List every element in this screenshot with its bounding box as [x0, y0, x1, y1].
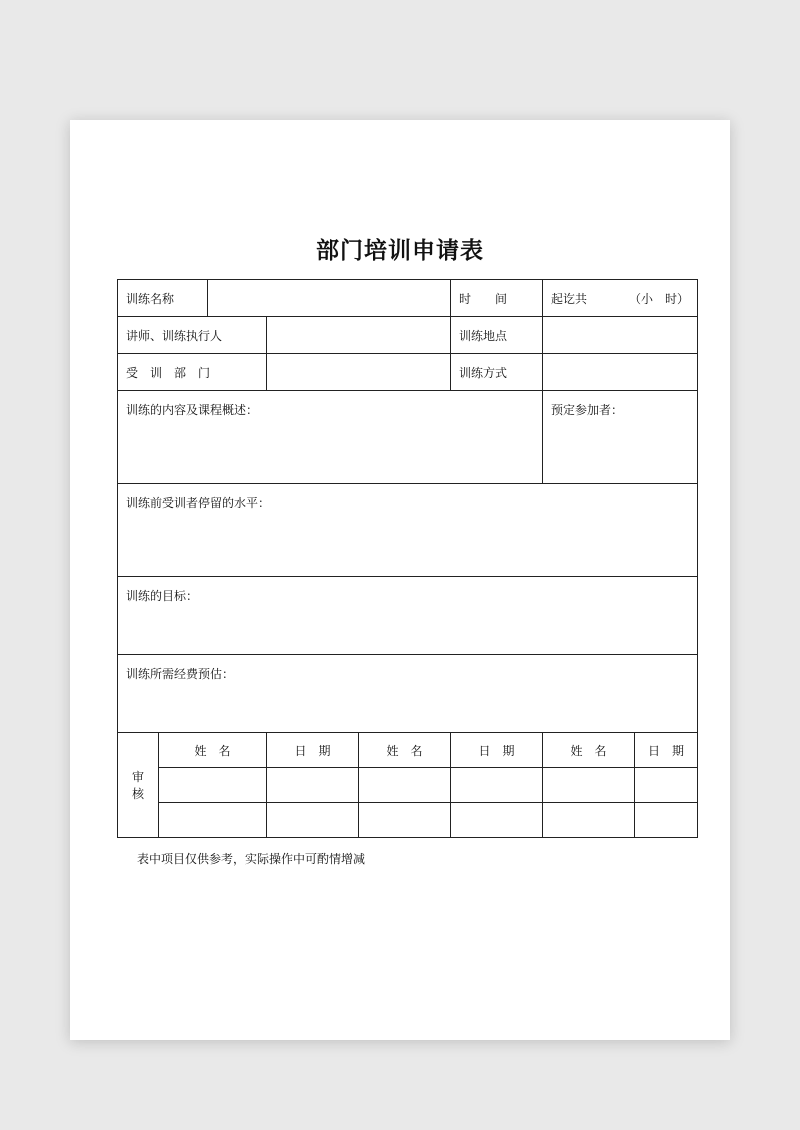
department-label: 受 训 部 门 — [118, 354, 267, 391]
review-cell[interactable] — [543, 768, 635, 803]
review-header: 日 期 — [267, 733, 359, 768]
participants-label: 预定参加者： — [551, 403, 624, 417]
review-cell[interactable] — [543, 803, 635, 838]
lecturer-field[interactable] — [267, 317, 451, 354]
content-label: 训练的内容及课程概述： — [126, 403, 259, 417]
location-field[interactable] — [543, 317, 698, 354]
lecturer-label: 讲师、训练执行人 — [118, 317, 267, 354]
review-cell[interactable] — [451, 803, 543, 838]
review-cell[interactable] — [635, 803, 698, 838]
time-value: 起讫共 — [551, 291, 588, 306]
review-cell[interactable] — [359, 768, 451, 803]
method-label: 训练方式 — [451, 354, 543, 391]
review-cell[interactable] — [635, 768, 698, 803]
review-header: 日 期 — [635, 733, 698, 768]
review-cell[interactable] — [359, 803, 451, 838]
review-header: 姓 名 — [159, 733, 267, 768]
time-label: 时 间 — [451, 280, 543, 317]
time-field[interactable] — [543, 280, 698, 317]
review-cell[interactable] — [267, 768, 359, 803]
budget-label: 训练所需经费预估： — [126, 667, 235, 681]
review-cell[interactable] — [159, 803, 267, 838]
participants-field[interactable] — [543, 391, 698, 484]
footer-note: 表中项目仅供参考，实际操作中可酌情增减 — [137, 852, 366, 866]
training-name-label: 训练名称 — [118, 280, 208, 317]
training-name-field[interactable] — [208, 280, 451, 317]
review-header: 姓 名 — [359, 733, 451, 768]
review-header: 日 期 — [451, 733, 543, 768]
review-header: 姓 名 — [543, 733, 635, 768]
review-cell[interactable] — [451, 768, 543, 803]
level-label: 训练前受训者停留的水平： — [126, 496, 271, 510]
content-field[interactable] — [118, 391, 543, 484]
department-field[interactable] — [267, 354, 451, 391]
review-cell[interactable] — [267, 803, 359, 838]
review-label: 审核 — [118, 733, 159, 838]
page-title: 部门培训申请表 — [316, 238, 484, 264]
paper-sheet — [70, 120, 730, 1040]
level-field[interactable] — [118, 484, 698, 577]
application-form — [117, 279, 698, 838]
review-cell[interactable] — [159, 768, 267, 803]
location-label: 训练地点 — [451, 317, 543, 354]
hours-note: （小 时） — [629, 291, 690, 306]
goal-field[interactable] — [118, 577, 698, 655]
budget-field[interactable] — [118, 655, 698, 733]
goal-label: 训练的目标： — [126, 589, 199, 603]
method-field[interactable] — [543, 354, 698, 391]
